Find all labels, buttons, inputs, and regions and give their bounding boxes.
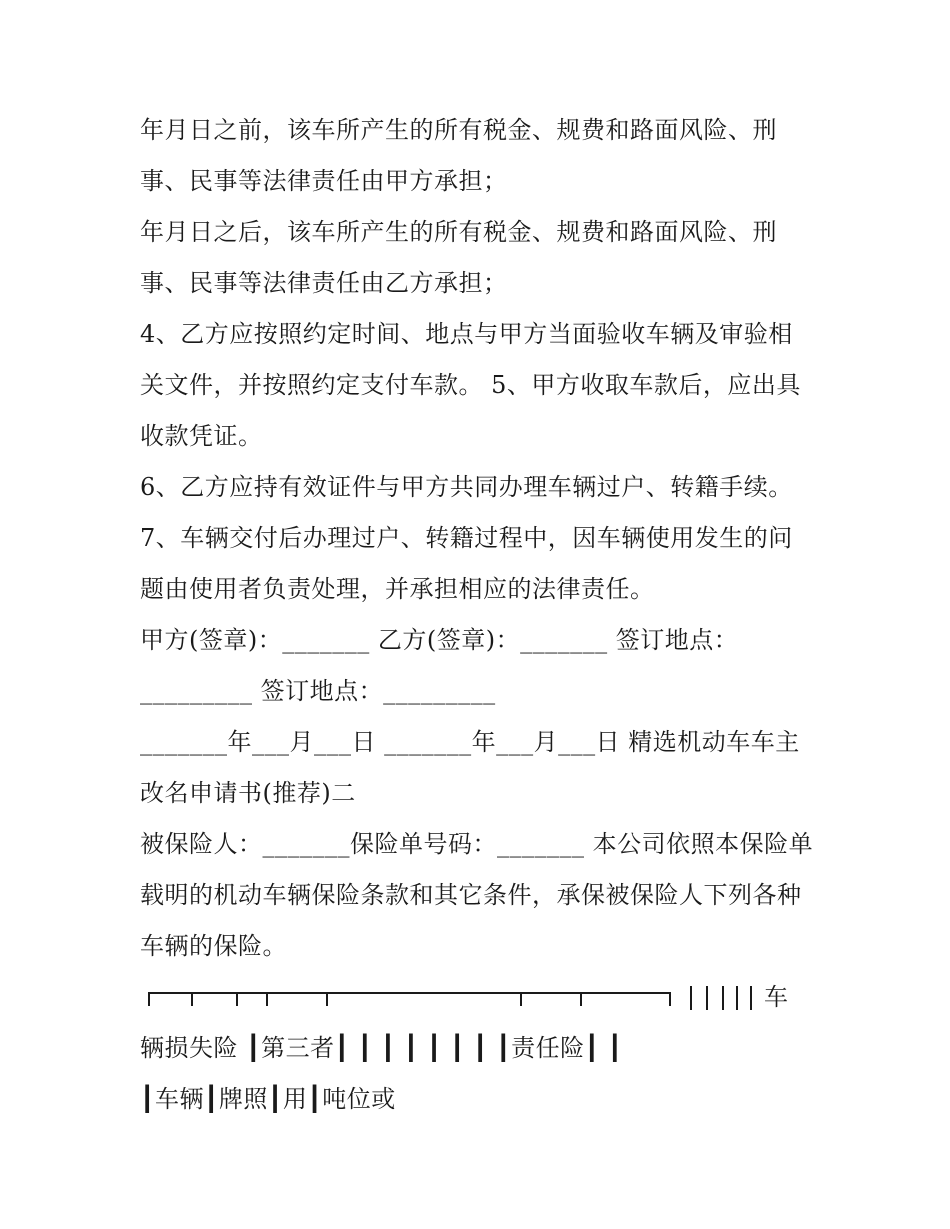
text-line: 4、乙方应按照约定时间、地点与甲方当面验收车辆及审验相 <box>140 320 793 348</box>
text-line: 载明的机动车辆保险条款和其它条件，承保被保险人下列各种 <box>140 881 802 909</box>
document-body <box>140 105 830 1125</box>
table-row: ┃车辆┃牌照┃用┃吨位或 <box>140 1085 396 1113</box>
table-column-tick <box>669 992 671 1006</box>
table-column-tick <box>520 992 522 1006</box>
signature-location-line: _________ 签订地点：_________ <box>140 677 496 705</box>
table-column-bar <box>706 986 708 1010</box>
table-row: 辆损失险 ┃第三者┃ ┃ ┃ ┃ ┃ ┃ ┃ ┃责任险┃ ┃ <box>140 1034 623 1062</box>
section-title: 改名申请书(推荐)二 <box>140 779 356 807</box>
text-line: 车辆的保险。 <box>140 932 287 960</box>
table-column-bar <box>722 986 724 1010</box>
text-line: 7、车辆交付后办理过户、转籍过程中，因车辆使用发生的问 <box>140 524 793 552</box>
table-column-tick <box>191 992 193 1006</box>
text-line: 年月日之后，该车所产生的所有税金、规费和路面风险、刑 <box>140 218 777 246</box>
text-line: 事、民事等法律责任由乙方承担； <box>140 269 508 297</box>
table-column-bar <box>750 986 752 1010</box>
table-header-fragment: 车 <box>764 983 788 1011</box>
table-column-tick <box>148 992 150 1006</box>
text-line: 题由使用者负责处理，并承担相应的法律责任。 <box>140 575 655 603</box>
text-line: 关文件，并按照约定支付车款。 5、甲方收取车款后，应出具 <box>140 371 801 399</box>
date-line: _______年___月___日 _______年___月___日 精选机动车车主 <box>140 728 800 756</box>
text-line: 6、乙方应持有效证件与甲方共同办理车辆过户、转籍手续。 <box>140 473 793 501</box>
text-line: 年月日之前，该车所产生的所有税金、规费和路面风险、刑 <box>140 116 777 144</box>
table-column-tick <box>236 992 238 1006</box>
table-column-bar <box>690 986 692 1010</box>
text-line: 收款凭证。 <box>140 422 263 450</box>
text-line: 事、民事等法律责任由甲方承担； <box>140 167 508 195</box>
signature-line: 甲方(签章)：_______ 乙方(签章)：_______ 签订地点： <box>140 626 739 654</box>
table-border-rule <box>140 972 830 1023</box>
table-column-tick <box>326 992 328 1006</box>
table-column-tick <box>580 992 582 1006</box>
table-column-tick <box>266 992 268 1006</box>
table-column-bar <box>736 986 738 1010</box>
text-line: 被保险人：_______保险单号码：_______ 本公司依照本保险单 <box>140 830 814 858</box>
table-top-border <box>148 992 671 994</box>
